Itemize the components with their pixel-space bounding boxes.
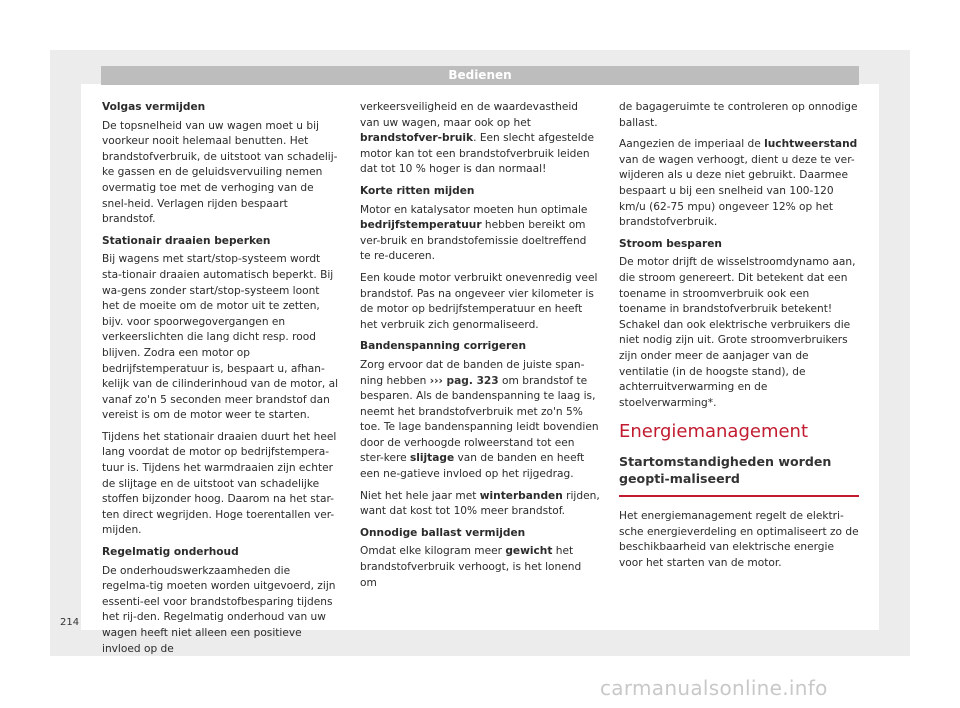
paragraph: Omdat elke kilogram meer gewicht het brandstofverbruik verhoogt, is het lonend om <box>360 545 582 589</box>
paragraph: De motor drijft de wisselstroomdynamo aan, die stroom genereert. Dit betekent dat een toename in stroomverbruik ook een toename in brandstofverbruik betekent! Schakel dan ook elektrische verbruikers die niet nodig zijn uit. Grote stroomverbruikers zijn onder meer de aanjager van de ventilatie (in de hoogste stand), de achterruitverwarming en de stoelverwarming*. <box>619 256 856 409</box>
column-right <box>619 100 859 578</box>
column-left <box>102 100 340 663</box>
subheading-tyre-pressure: Bandenspanning corrigeren <box>360 340 526 353</box>
paragraph: verkeersveiligheid en de waardevastheid van uw wagen, maar ook op het brandstofver-bruik. Een slecht afgestelde motor kan tot een brandstofverbruik leiden dat tot 10 % hoger is dan normaal! <box>360 101 594 176</box>
subheading-save-power: Stroom besparen <box>619 237 722 250</box>
subheading-full-throttle: Volgas vermijden <box>102 101 206 113</box>
paragraph: De topsnelheid van uw wagen moet u bij voorkeur nooit helemaal benutten. Het brandstofverbruik, de uitstoot van schadelij-ke gassen en de geluidsvervuiling nemen overmatig toe met de verhoging van de snel-heid. Verlagen rijden bespaart brandstof. <box>102 119 338 226</box>
paragraph: Zorg ervoor dat de banden de juiste span-ning hebben ››› pag. 323 om brandstof te besparen. Als de bandenspanning te laag is, neemt het brandstofverbruik met zo'n 5% toe. Te lage bandenspanning leidt bovendien door de verhoogde rolweerstand tot een ster-kere slijtage van de banden en heeft een ne-gatieve invloed op het rijgedrag. <box>360 358 599 481</box>
subheading-idling: Stationair draaien beperken <box>102 234 271 247</box>
subheading-short-trips: Korte ritten mijden <box>360 184 475 197</box>
section-header: Bedienen <box>101 66 859 85</box>
page-number: 214 <box>60 617 80 628</box>
paragraph: Tijdens het stationair draaien duurt het heel lang voordat de motor op bedrijfstempera-tuur is. Tijdens het warmdraaien zijn echter de slijtage en de uitstoot van schadelijke stoffen bijzonder hoog. Daarom na het star-ten direct wegrijden. Hoge toerentallen ver-mijden. <box>102 430 337 537</box>
subheading-ballast: Onnodige ballast vermijden <box>360 526 526 539</box>
section-title: Energiemanagement <box>619 421 809 443</box>
watermark: carmanualsonline.info <box>600 676 828 700</box>
paragraph: Het energiemanagement regelt de elektri-sche energieverdeling en optimaliseert zo de beschikbaarheid van elektrische energie voor het starten van de motor. <box>619 510 859 570</box>
column-middle <box>360 100 600 597</box>
paragraph: Een koude motor verbruikt onevenredig veel brandstof. Pas na ongeveer vier kilometer is de motor op bedrijfstemperatuur en heeft het verbruik zich genormaliseerd. <box>360 271 598 331</box>
page-reference-link[interactable]: ››› pag. 323 <box>429 374 499 387</box>
subheading-maintenance: Regelmatig onderhoud <box>102 546 239 559</box>
paragraph: Aangezien de imperiaal de luchtweerstand van de wagen verhoogt, dient u deze te ver-wijderen als u deze niet gebruikt. Daarmee bespaart u bij een snelheid van 100-120 km/u (62-75 mpu) ongeveer 12% op het brandstofverbruik. <box>619 138 858 229</box>
paragraph: Bij wagens met start/stop-systeem wordt sta-tionair draaien automatisch beperkt. Bij wa-gens zonder start/stop-systeem loont het de moeite om de motor uit te zetten, bijv. voor spoorwegovergangen en verkeerslichten die lang dicht resp. rood blijven. Zodra een motor op bedrijfstemperatuur is, bespaart u, afhan-kelijk van de cilinderinhoud van de motor, al vanaf zo'n 5 seconden meer brandstof dan vereist is om de motor weer te starten. <box>102 253 339 422</box>
paragraph: De onderhoudswerkzaamheden die regelma-tig moeten worden uitgevoerd, zijn essenti-eel voor brandstofbesparing tijdens het rij-den. Regelmatig onderhoud van uw wagen heeft niet alleen een positieve invloed op de <box>102 564 336 655</box>
paragraph: de bagageruimte te controleren op onnodige ballast. <box>619 101 858 129</box>
paragraph: Motor en katalysator moeten hun optimale bedrijfstemperatuur hebben bereikt om ver-bruik en brandstofemissie doeltreffend te re-duceren. <box>360 203 588 263</box>
paragraph: Niet het hele jaar met winterbanden rijden, want dat kost tot 10% meer brandstof. <box>360 489 600 518</box>
section-subtitle: Startomstandigheden worden geopti-maliseerd <box>619 453 859 497</box>
